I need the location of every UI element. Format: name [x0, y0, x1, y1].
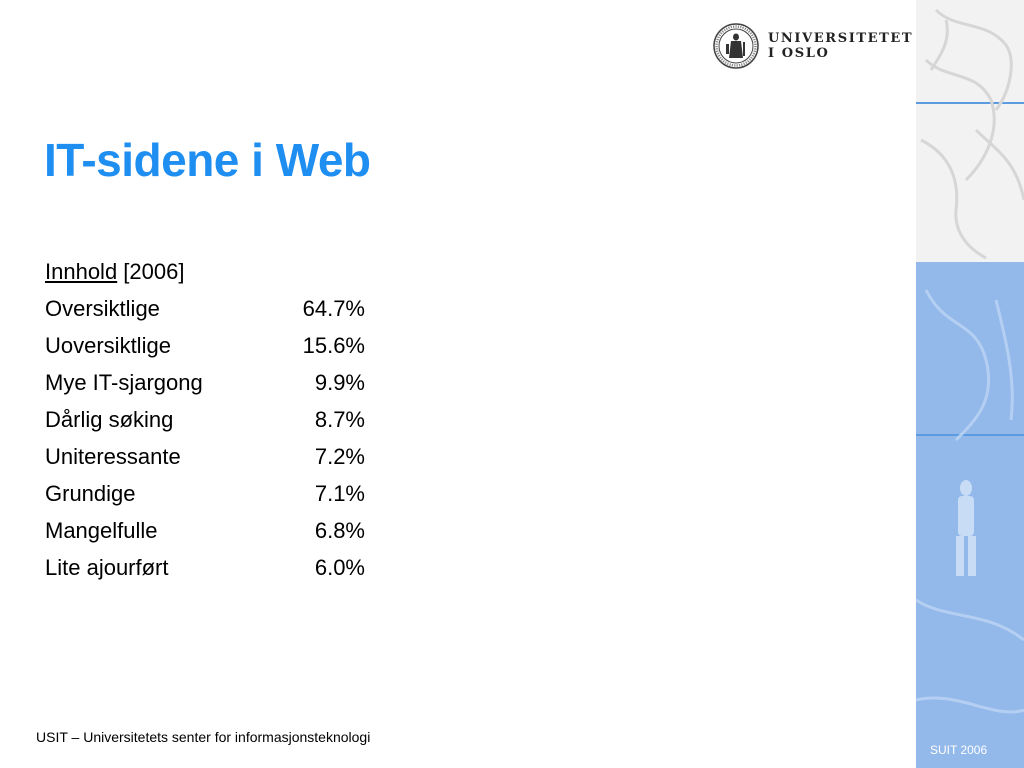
row-value: 7.2%	[314, 444, 365, 469]
list-item	[45, 512, 375, 549]
heading-year: [2006]	[117, 259, 185, 284]
list-item	[45, 438, 375, 475]
side-decoration-panel	[916, 0, 1024, 768]
list-item	[45, 475, 375, 512]
content-heading	[45, 253, 375, 290]
list-item	[45, 401, 375, 438]
row-label: Dårlig søking	[45, 407, 174, 432]
university-seal-icon	[712, 22, 760, 70]
slide-title: IT-sidene i Web	[44, 134, 371, 186]
innhold-link[interactable]: Innhold	[45, 259, 118, 284]
row-label: Grundige	[45, 481, 136, 506]
row-label: Mye IT-sjargong	[45, 370, 203, 395]
footer-slide-tag: SUIT 2006	[930, 743, 988, 757]
university-name-line2: I OSLO	[768, 46, 830, 61]
list-item	[45, 290, 375, 327]
row-label: Uoversiktlige	[45, 333, 171, 358]
row-value: 6.8%	[314, 518, 365, 543]
row-value: 9.9%	[314, 370, 365, 395]
university-name-line1: UNIVERSITETET	[768, 31, 914, 46]
university-logo	[712, 20, 914, 72]
row-value: 15.6%	[302, 333, 365, 358]
list-item	[45, 364, 375, 401]
row-value: 6.0%	[314, 555, 365, 580]
row-value: 64.7%	[302, 296, 365, 321]
content-list	[45, 253, 375, 586]
footer-organization: USIT – Universitetets senter for informasjonsteknologi	[36, 729, 371, 745]
sculpture-decoration-icon	[916, 0, 1024, 768]
university-name	[768, 31, 913, 61]
list-item	[45, 549, 375, 586]
row-label: Oversiktlige	[45, 296, 160, 321]
list-item	[45, 327, 375, 364]
row-label: Mangelfulle	[45, 518, 158, 543]
row-value: 8.7%	[314, 407, 365, 432]
row-label: Uniteressante	[45, 444, 181, 469]
row-label: Lite ajourført	[45, 555, 169, 580]
row-value: 7.1%	[314, 481, 365, 506]
